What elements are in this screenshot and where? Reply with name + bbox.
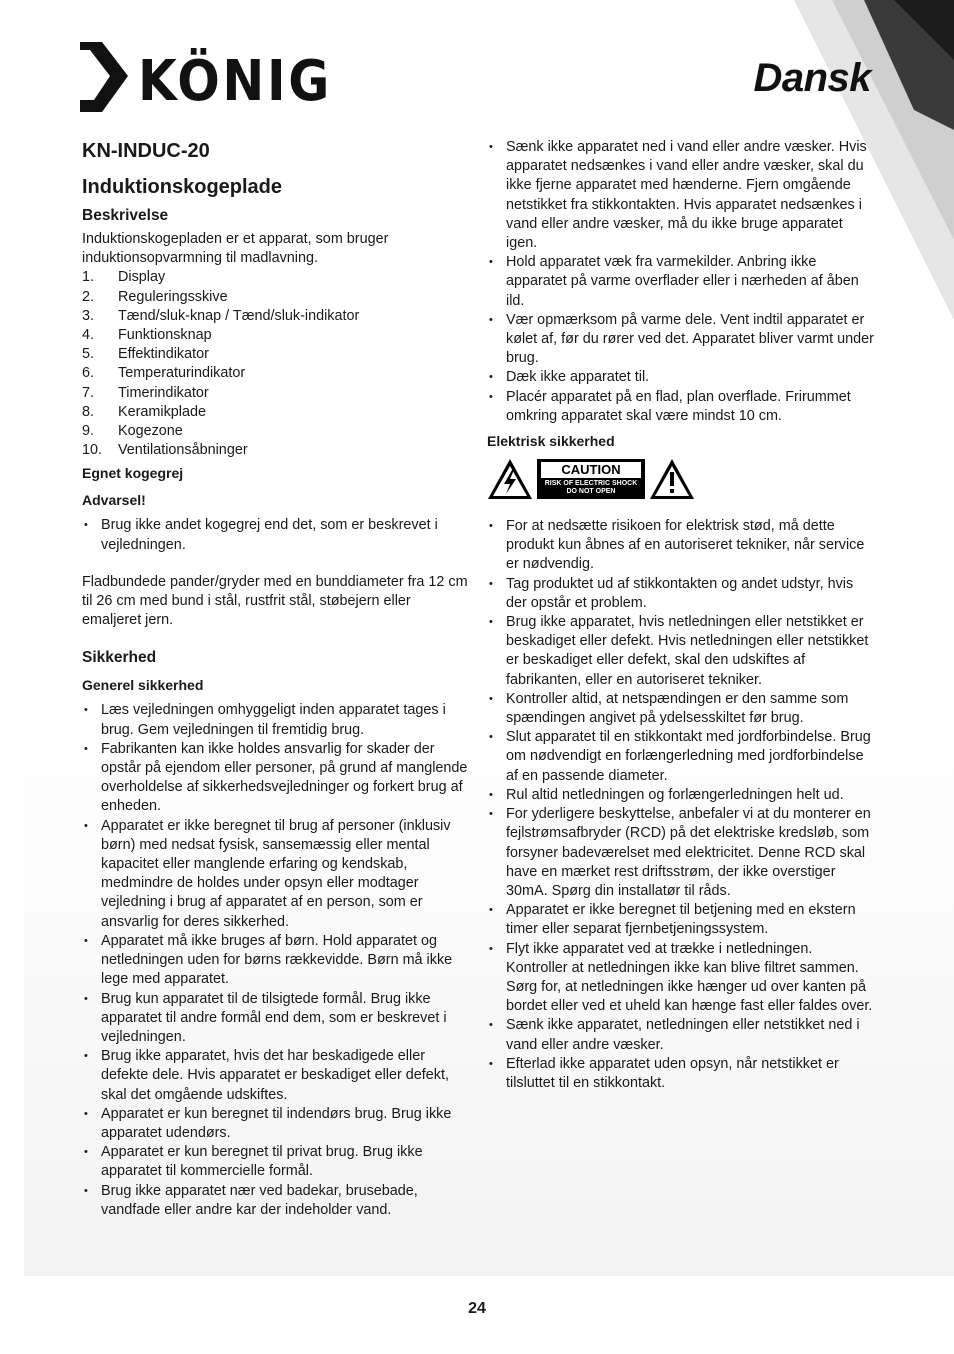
electrical-heading: Elektrisk sikkerhed <box>487 433 615 450</box>
electrical-list-item: • Efterlad ikke apparatet uden opsyn, når netstikket er tilsluttet til en stikkontakt. <box>487 1055 877 1093</box>
language-title: Dansk <box>753 56 871 100</box>
safety-heading: Sikkerhed <box>82 649 157 667</box>
parts-list-item <box>82 403 470 422</box>
lightning-warning-icon <box>487 458 533 500</box>
caution-label-box <box>537 459 645 499</box>
electrical-list-item: • For at nedsætte risikoen for elektrisk stød, må dette produkt kun åbnes af en autoriseret tekniker, når service er nødvendig. <box>487 517 877 575</box>
electrical-list-item: • Sænk ikke apparatet, netledningen eller netstikket ned i vand eller andre væsker. <box>487 1016 877 1054</box>
safety-list-item: • Sænk ikke apparatet ned i vand eller andre væsker. Hvis apparatet nedsænkes i vand eller andre væsker, skal du ikke fjerne apparatet med hænderne. Fjern omgående netstikket fra stikkontakten. Hvis apparatet nedsænkes i vand eller andre væsker, må du ikke bruge apparatet igen. <box>487 138 877 253</box>
electrical-list-item: • For yderligere beskyttelse, anbefaler vi at du monterer en fejlstrømsafbryder (RCD) på det elektriske kredsløb, som forsyner badeværelset med elektricitet. Denne RCD skal have en mærket rest driftsstrøm, der ikke overstiger 30mA. Spørg din installatør til råds. <box>487 805 877 901</box>
parts-list-item <box>82 307 470 326</box>
part-label: Reguleringsskive <box>118 288 228 305</box>
parts-list-item <box>82 422 470 441</box>
safety-list-item: • Apparatet må ikke bruges af børn. Hold apparatet og netledningen uden for børns rækkevidde. Børn må ikke lege med apparatet. <box>82 932 470 990</box>
electrical-list-item: • Flyt ikke apparatet ved at trække i netledningen. Kontroller at netledningen ikke kan blive filtret sammen. Sørg for, at netledningen ikke hænger ud over kanten på bordet eller ved et uheld kan hænge fast eller faldes over. <box>487 940 877 1017</box>
safety-list-continued <box>487 138 877 426</box>
parts-list-item <box>82 345 470 364</box>
safety-list-item: • Vær opmærksom på varme dele. Vent indtil apparatet er kølet af, før du rører ved det. Apparatet bliver varmt under brug. <box>487 311 877 369</box>
part-number: 7. <box>82 384 95 401</box>
part-number: 8. <box>82 403 95 420</box>
caution-line-1: RISK OF ELECTRIC SHOCK <box>544 480 638 488</box>
safety-list-item: • Dæk ikke apparatet til. <box>487 368 877 387</box>
part-label: Ventilationsåbninger <box>118 442 248 459</box>
warning-list-item: • Brug ikke andet kogegrej end det, som er beskrevet i vejledningen. <box>82 516 470 554</box>
parts-list-item <box>82 441 470 460</box>
part-label: Timerindikator <box>118 384 209 401</box>
electrical-list-item: • Apparatet er ikke beregnet til betjening med en ekstern timer eller separat fjernbetjeningssystem. <box>487 901 877 939</box>
safety-list-item: • Hold apparatet væk fra varmekilder. Anbring ikke apparatet på varme overflader eller i nærheden af åben ild. <box>487 253 877 311</box>
general-safety-heading: Generel sikkerhed <box>82 677 204 694</box>
safety-list-item: • Apparatet er kun beregnet til privat brug. Brug ikke apparatet til kommercielle formål. <box>82 1143 470 1181</box>
description-heading: Beskrivelse <box>82 207 169 224</box>
exclamation-warning-icon <box>649 458 695 500</box>
parts-list-item <box>82 288 470 307</box>
part-label: Effektindikator <box>118 346 209 363</box>
electrical-list-item: • Rul altid netledningen og forlængerledningen helt ud. <box>487 786 877 805</box>
parts-list-item <box>82 326 470 345</box>
parts-list-item <box>82 364 470 383</box>
product-code: KN-INDUC-20 <box>82 140 210 162</box>
caution-label: CAUTION <box>541 462 641 478</box>
part-label: Keramikplade <box>118 403 206 420</box>
safety-list-item: • Brug ikke apparatet, hvis det har beskadigede eller defekte dele. Hvis apparatet er beskadiget eller defekt, skal det omgående udskiftes. <box>82 1047 470 1105</box>
electrical-list-item: • Tag produktet ud af stikkontakten og andet udstyr, hvis der opstår et problem. <box>487 575 877 613</box>
electrical-list-item: • Brug ikke apparatet, hvis netledningen eller netstikket er beskadiget eller defekt. Hvis netledningen eller netstikket er beskadiget eller defekt, skal den udskiftes af fabrikanten, eller en autoriseret tekniker. <box>487 613 877 690</box>
safety-list-item: • Fabrikanten kan ikke holdes ansvarlig for skader der opstår på ejendom eller personer, på grund af manglende overholdelse af sikkerhedsvejledninger og forkert brug af enheden. <box>82 740 470 817</box>
part-number: 10. <box>82 442 103 459</box>
safety-list-item: • Læs vejledningen omhyggeligt inden apparatet tages i brug. Gem vejledningen til fremtidig brug. <box>82 701 470 739</box>
part-label: Display <box>118 269 166 286</box>
safety-list-item: • Apparatet er kun beregnet til indendørs brug. Brug ikke apparatet udendørs. <box>82 1105 470 1143</box>
part-number: 4. <box>82 327 95 344</box>
logo-text: KÖNIG <box>138 49 332 114</box>
right-column <box>487 138 877 1093</box>
part-number: 5. <box>82 346 95 363</box>
left-column <box>82 138 470 1220</box>
parts-list <box>82 268 470 460</box>
general-safety-list <box>82 701 470 1219</box>
warning-list <box>82 516 470 554</box>
safety-list-item: • Brug ikke apparatet nær ved badekar, brusebade, vandfade eller andre kar der indeholder vand. <box>82 1182 470 1220</box>
caution-symbol <box>487 457 877 501</box>
description-text: Induktionskogepladen er et apparat, som bruger induktionsopvarmning til madlavning. <box>82 231 389 267</box>
electrical-list-item: • Slut apparatet til en stikkontakt med jordforbindelse. Brug om nødvendigt en forlængerledning med jordforbindelse af en passende diameter. <box>487 728 877 786</box>
warning-heading: Advarsel! <box>82 492 146 509</box>
safety-list-item: • Placér apparatet på en flad, plan overflade. Frirummet omkring apparatet skal være mindst 10 cm. <box>487 388 877 426</box>
product-name: Induktionskogeplade <box>82 176 283 198</box>
part-number: 1. <box>82 269 95 286</box>
electrical-list-item: • Kontroller altid, at netspændingen er den samme som spændingen angivet på ydelsesskiltet før brug. <box>487 690 877 728</box>
part-label: Funktionsknap <box>118 327 212 344</box>
parts-list-item <box>82 384 470 403</box>
part-label: Kogezone <box>118 423 183 440</box>
safety-list-item: • Brug kun apparatet til de tilsigtede formål. Brug ikke apparatet til andre formål end dem, som er beskrevet i vejledningen. <box>82 990 470 1048</box>
part-label: Temperaturindikator <box>118 365 246 382</box>
part-number: 9. <box>82 423 95 440</box>
safety-list-item: • Apparatet er ikke beregnet til brug af personer (inklusiv børn) med nedsat fysisk, sansemæssig eller mental kapacitet eller manglende erfaring og kendskab, medmindre de holdes under opsyn eller modtager vejledning i brug af apparatet af en person, som er ansvarlig for deres sikkerhed. <box>82 817 470 932</box>
caution-line-2: DO NOT OPEN <box>566 488 616 496</box>
part-number: 6. <box>82 365 95 382</box>
part-label: Tænd/sluk-knap / Tænd/sluk-indikator <box>118 307 360 324</box>
parts-list-item <box>82 268 470 287</box>
electrical-safety-list <box>487 517 877 1093</box>
cookware-heading: Egnet kogegrej <box>82 465 184 482</box>
part-number: 3. <box>82 307 95 324</box>
cookware-text: Fladbundede pander/gryder med en bunddiameter fra 12 cm til 26 cm med bund i stål, rustfrit stål, støbejern eller emaljeret jern. <box>82 573 468 629</box>
part-number: 2. <box>82 288 95 305</box>
page-number: 24 <box>468 1300 486 1317</box>
konig-logo <box>80 42 336 114</box>
